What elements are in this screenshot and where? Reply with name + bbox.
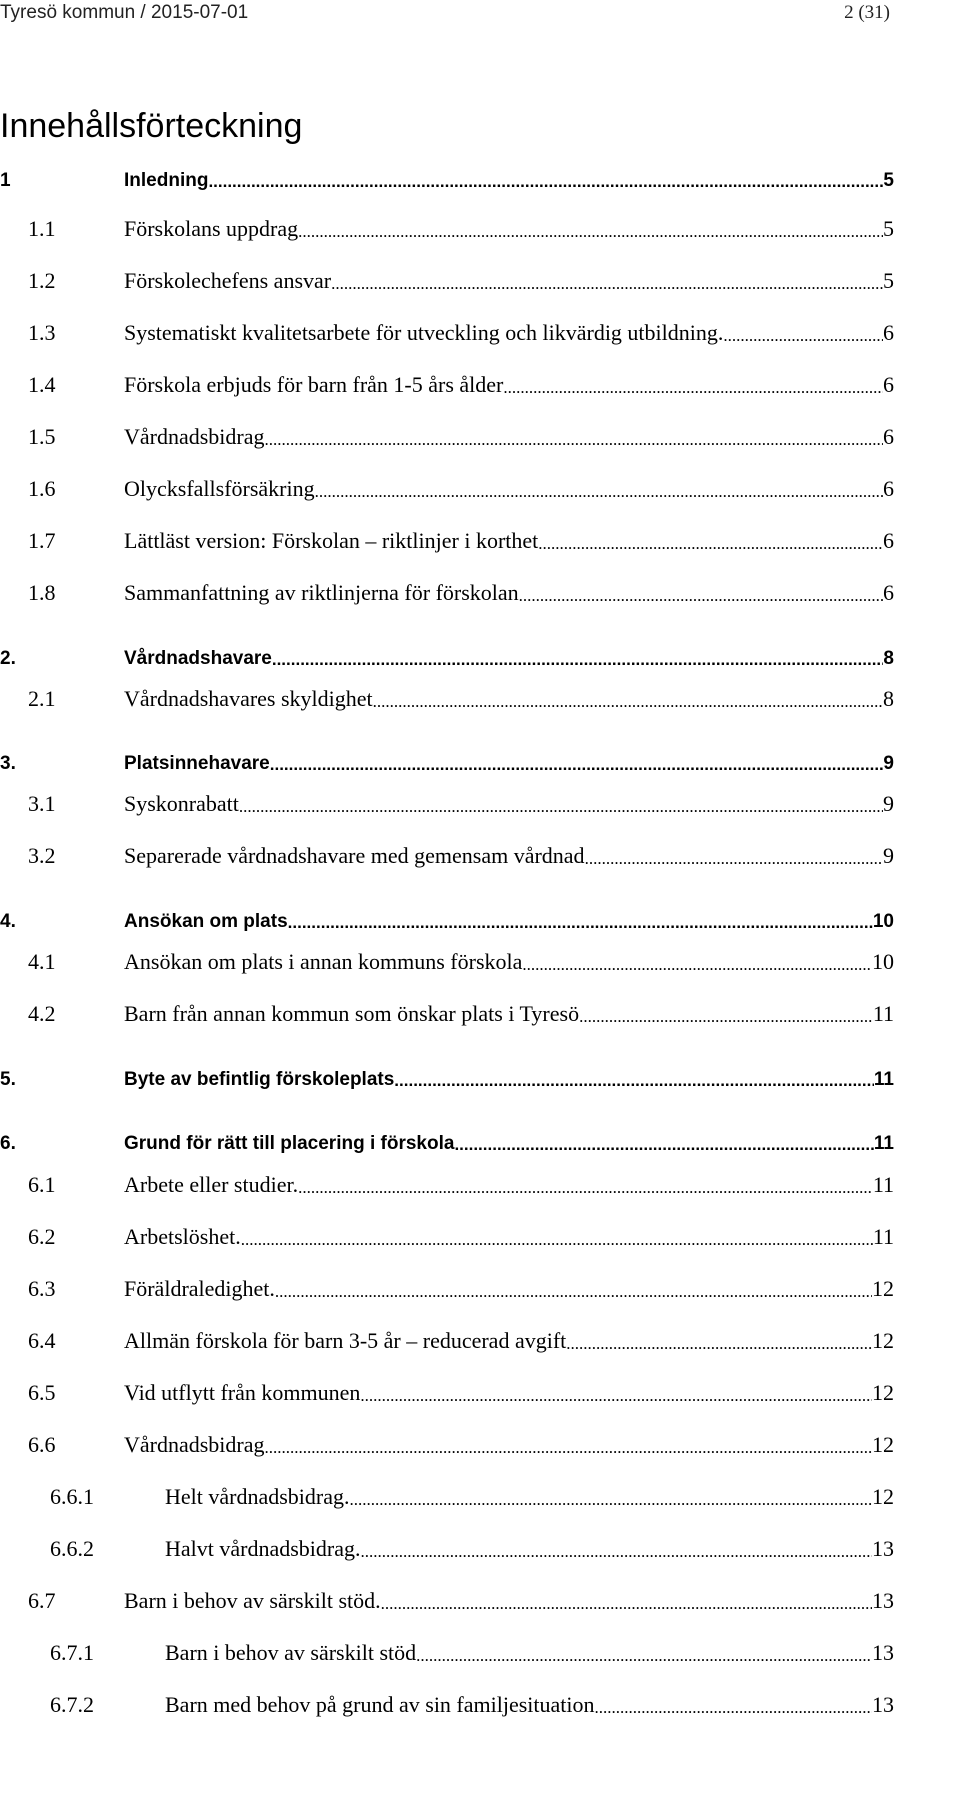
toc-entry[interactable] [28,941,894,975]
toc-entry-label: Förskolans uppdrag [124,216,299,241]
toc-entry-page: 13 [872,1640,894,1665]
toc-entry-label: Helt vårdnadsbidrag. [165,1484,350,1509]
toc-entry-page: 12 [872,1380,894,1405]
toc-entry-number: 1.8 [28,580,56,605]
toc-entry-label: Föräldraledighet. [124,1276,275,1301]
toc-entry-number: 6.7.2 [50,1692,94,1717]
toc-entry[interactable] [0,636,894,670]
toc-entry-number: 5. [0,1069,16,1090]
toc-entry-number: 1.4 [28,372,56,397]
toc-entry-page: 12 [872,1484,894,1509]
toc-entry-label: Separerade vårdnadshavare med gemensam vårdnad [124,843,585,868]
toc-entry[interactable] [28,835,894,869]
toc-entry-number: 6. [0,1133,16,1154]
toc-leader-dots [272,650,884,670]
toc-entry-page: 10 [872,911,894,932]
toc-leader-dots [503,378,883,398]
toc-entry-page: 9 [883,843,894,868]
toc-entry-label: Inledning [124,170,209,191]
header-org-date: Tyresö kommun / 2015-07-01 [0,2,249,23]
toc-entry-label: Ansökan om plats [124,911,288,932]
toc-entry-page: 11 [873,1069,894,1090]
toc-entry[interactable] [28,312,894,346]
toc-leader-dots [270,755,884,775]
toc-entry-number: 6.7.1 [50,1640,94,1665]
toc-leader-dots [208,172,883,192]
toc-entry[interactable] [28,260,894,294]
toc-entry[interactable] [0,899,894,933]
toc-leader-dots [381,1594,872,1614]
toc-entry-page: 11 [872,1001,894,1026]
toc-entry[interactable] [28,364,894,398]
toc-leader-dots [538,534,883,554]
toc-leader-dots [723,326,883,346]
toc-entry[interactable] [28,1320,894,1354]
toc-entry-number: 2.1 [28,686,56,711]
toc-leader-dots [373,692,883,712]
toc-entry-label: Förskola erbjuds för barn från 1-5 års ålder [124,372,504,397]
toc-entry-label: Syskonrabatt [124,791,239,816]
toc-entry-label: Vid utflytt från kommunen [124,1380,361,1405]
toc-entry[interactable] [28,1164,894,1198]
toc-entry-label: Vårdnadshavare [124,648,272,669]
toc-entry-page: 6 [883,476,894,501]
toc-leader-dots [579,1007,873,1027]
toc-entry-page: 12 [872,1328,894,1353]
toc-entry-number: 1 [0,170,11,191]
toc-entry-page: 5 [883,268,894,293]
toc-entry[interactable] [50,1528,894,1562]
toc-entry[interactable] [28,468,894,502]
toc-entry-page: 8 [883,648,894,669]
toc-entry[interactable] [28,520,894,554]
toc-entry-label: Förskolechefens ansvar [124,268,332,293]
toc-entry-label: Barn i behov av särskilt stöd [165,1640,417,1665]
toc-entry-label: Platsinnehavare [124,753,270,774]
toc-entry[interactable] [0,158,894,192]
toc-entry-number: 1.5 [28,424,56,449]
toc-leader-dots [566,1334,872,1354]
toc-entry-label: Barn från annan kommun som önskar plats i Tyresö [124,1001,580,1026]
toc-leader-dots [416,1646,872,1666]
toc-entry[interactable] [0,741,894,775]
toc-entry-number: 3. [0,753,16,774]
toc-entry-page: 5 [883,216,894,241]
toc-entry-page: 11 [872,1172,894,1197]
toc-entry-page: 12 [872,1432,894,1457]
toc-entry-label: Barn i behov av särskilt stöd. [124,1588,381,1613]
toc-entry[interactable] [28,1424,894,1458]
toc-leader-dots [239,797,883,817]
toc-entry-number: 6.6.1 [50,1484,94,1509]
toc-entry[interactable] [28,993,894,1027]
toc-entry-page: 11 [873,1133,894,1154]
toc-leader-dots [361,1542,873,1562]
toc-entry-number: 1.7 [28,528,56,553]
toc-entry-label: Barn med behov på grund av sin familjesituation [165,1692,595,1717]
toc-entry-page: 6 [883,424,894,449]
toc-leader-dots [350,1490,873,1510]
toc-entry-number: 6.6 [28,1432,56,1457]
toc-entry-number: 6.6.2 [50,1536,94,1561]
toc-entry-label: Halvt vårdnadsbidrag. [165,1536,361,1561]
toc-entry[interactable] [28,783,894,817]
toc-entry-label: Olycksfallsförsäkring [124,476,315,501]
toc-leader-dots [265,1438,872,1458]
toc-leader-dots [394,1071,874,1091]
toc-entry[interactable] [28,416,894,450]
toc-entry-page: 10 [872,949,894,974]
toc-leader-dots [315,482,883,502]
toc-leader-dots [265,430,883,450]
toc-leader-dots [519,586,883,606]
toc-entry-label: Byte av befintlig förskoleplats [124,1069,395,1090]
toc-leader-dots [288,913,873,933]
toc-entry-label: Ansökan om plats i annan kommuns förskola [124,949,523,974]
toc-entry-number: 2. [0,648,16,669]
toc-entry-label: Sammanfattning av riktlinjerna för förskolan [124,580,519,605]
toc-entry-number: 4.2 [28,1001,56,1026]
toc-leader-dots [298,1178,873,1198]
toc-entry[interactable] [28,1216,894,1250]
toc-entry-page: 8 [883,686,894,711]
toc-entry-page: 6 [883,528,894,553]
toc-entry-number: 6.7 [28,1588,56,1613]
toc-leader-dots [241,1230,873,1250]
toc-entry-page: 9 [883,791,894,816]
toc-entry[interactable] [0,1121,894,1155]
page-title: Innehållsförteckning [0,107,303,145]
toc-entry-number: 1.1 [28,216,56,241]
toc-entry-number: 6.4 [28,1328,56,1353]
toc-entry-page: 5 [883,170,894,191]
toc-entry-label: Grund för rätt till placering i förskola [124,1133,455,1154]
header-page-number: 2 (31) [844,2,890,23]
toc-entry-page: 12 [872,1276,894,1301]
toc-entry-label: Lättläst version: Förskolan – riktlinjer i korthet [124,528,539,553]
toc-entry-page: 6 [883,320,894,345]
toc-entry-page: 6 [883,580,894,605]
toc-entry[interactable] [28,1268,894,1302]
toc-entry[interactable] [50,1632,894,1666]
toc-entry-number: 6.5 [28,1380,56,1405]
toc-entry-page: 6 [883,372,894,397]
toc-entry-label: Arbete eller studier. [124,1172,299,1197]
toc-entry-label: Vårdnadshavares skyldighet [124,686,373,711]
toc-entry[interactable] [28,572,894,606]
toc-entry-page: 13 [872,1692,894,1717]
toc-entry-number: 1.3 [28,320,56,345]
toc-leader-dots [298,222,883,242]
toc-entry-number: 4.1 [28,949,56,974]
toc-entry[interactable] [50,1476,894,1510]
toc-entry-label: Allmän förskola för barn 3-5 år – reducerad avgift [124,1328,567,1353]
toc-entry-page: 9 [883,753,894,774]
toc-leader-dots [331,274,883,294]
toc-entry-number: 3.2 [28,843,56,868]
page-header [0,0,890,30]
toc-entry[interactable] [0,1057,894,1091]
toc-entry-page: 11 [872,1224,894,1249]
toc-entry[interactable] [28,1372,894,1406]
toc-entry-label: Arbetslöshet. [124,1224,241,1249]
toc-entry[interactable] [28,678,894,712]
toc-leader-dots [275,1282,872,1302]
toc-entry-page: 13 [872,1536,894,1561]
toc-entry[interactable] [28,1580,894,1614]
toc-entry[interactable] [50,1684,894,1718]
toc-leader-dots [585,849,883,869]
toc-entry-number: 4. [0,911,16,932]
toc-entry-label: Vårdnadsbidrag [124,424,265,449]
toc-entry-number: 6.3 [28,1276,56,1301]
toc-leader-dots [522,955,872,975]
toc-entry-number: 6.2 [28,1224,56,1249]
toc-entry[interactable] [28,208,894,242]
toc-entry-label: Vårdnadsbidrag [124,1432,265,1457]
toc-entry-number: 6.1 [28,1172,56,1197]
toc-leader-dots [595,1698,872,1718]
toc-leader-dots [454,1135,873,1155]
toc-entry-label: Systematiskt kvalitetsarbete för utveckling och likvärdig utbildning. [124,320,724,345]
toc-leader-dots [360,1386,872,1406]
toc-entry-page: 13 [872,1588,894,1613]
toc-entry-number: 1.2 [28,268,56,293]
toc-entry-number: 1.6 [28,476,56,501]
toc-entry-number: 3.1 [28,791,56,816]
